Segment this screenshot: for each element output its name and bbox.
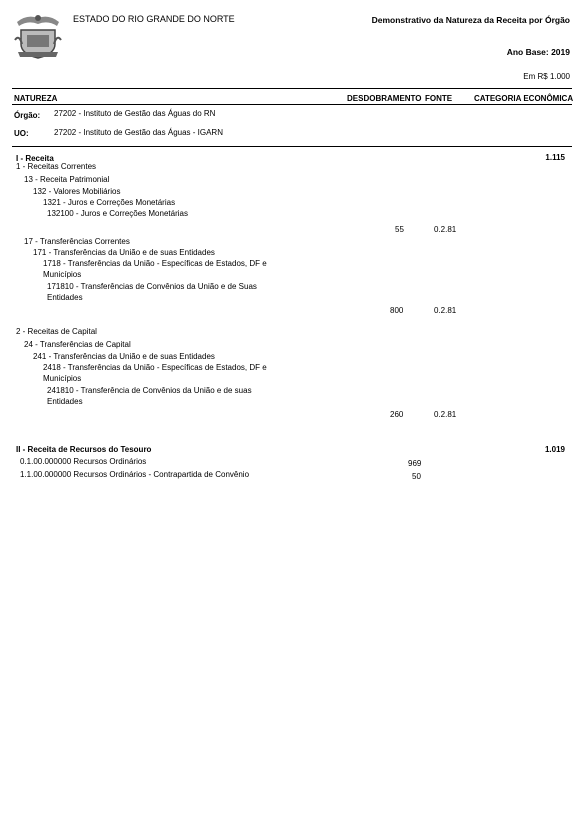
fonte-value: 0.2.81 xyxy=(434,410,457,419)
col-natureza: NATUREZA xyxy=(14,94,58,103)
uo-label: UO: xyxy=(14,129,29,138)
revenue-line: 171 - Transferências da União e de suas Entidades xyxy=(33,248,215,257)
report-title: Demonstrativo da Natureza da Receita por Órgão xyxy=(371,15,570,25)
header-bottom-rule xyxy=(12,104,572,105)
section1-title: I - Receita xyxy=(16,154,54,163)
section2-total: 1.019 xyxy=(544,445,565,454)
revenue-line: 1718 - Transferências da União - Específicas de Estados, DF e Municípios xyxy=(43,259,267,279)
col-categoria: CATEGORIA ECONÔMICA xyxy=(474,94,574,103)
revenue-line: 171810 - Transferências de Convênios da União e de Suas Entidades xyxy=(47,282,257,302)
revenue-line: 1321 - Juros e Correções Monetárias xyxy=(43,198,176,207)
revenue-line: 13 - Receita Patrimonial xyxy=(24,175,110,184)
col-desdobramento: DESDOBRAMENTO xyxy=(347,94,422,103)
revenue-line: 1 - Receitas Correntes xyxy=(16,162,97,171)
desdobramento-value: 260 xyxy=(390,410,404,419)
revenue-line: 17 - Transferências Correntes xyxy=(24,237,130,246)
col-fonte: FONTE xyxy=(425,94,453,103)
desdobramento-value: 800 xyxy=(390,306,404,315)
revenue-line: 132 - Valores Mobiliários xyxy=(33,187,121,196)
state-name: ESTADO DO RIO GRANDE DO NORTE xyxy=(73,14,235,24)
section-rule xyxy=(12,146,572,147)
desdobramento-value: 55 xyxy=(395,225,404,234)
revenue-line: 241 - Transferências da União e de suas Entidades xyxy=(33,352,215,361)
section2-title: II - Receita de Recursos do Tesouro xyxy=(16,445,152,454)
revenue-line: 241810 - Transferência de Convênios da União e de suas Entidades xyxy=(47,386,252,406)
base-year: Ano Base: 2019 xyxy=(506,47,570,57)
fonte-value: 0.2.81 xyxy=(434,225,457,234)
resource-value: 50 xyxy=(412,472,421,481)
resource-line: 0.1.00.000000 Recursos Ordinários xyxy=(20,457,147,466)
fonte-value: 0.2.81 xyxy=(434,306,457,315)
uo-value: 27202 - Instituto de Gestão das Águas - IGARN xyxy=(54,128,223,137)
resource-line: 1.1.00.000000 Recursos Ordinários - Contrapartida de Convênio xyxy=(20,470,250,479)
header-top-rule xyxy=(12,88,572,89)
revenue-line: 2418 - Transferências da União - Específicas de Estados, DF e Municípios xyxy=(43,363,267,383)
revenue-line: 2 - Receitas de Capital xyxy=(16,327,97,336)
state-coat-of-arms-logo xyxy=(13,10,63,62)
section1-total: 1.115 xyxy=(545,153,565,162)
revenue-line: 24 - Transferências de Capital xyxy=(24,340,131,349)
currency-unit: Em R$ 1.000 xyxy=(523,72,570,81)
orgao-label: Órgão: xyxy=(14,111,41,120)
orgao-value: 27202 - Instituto de Gestão das Águas do RN xyxy=(54,109,216,118)
resource-value: 969 xyxy=(408,459,422,468)
revenue-line: 132100 - Juros e Correções Monetárias xyxy=(47,209,188,218)
